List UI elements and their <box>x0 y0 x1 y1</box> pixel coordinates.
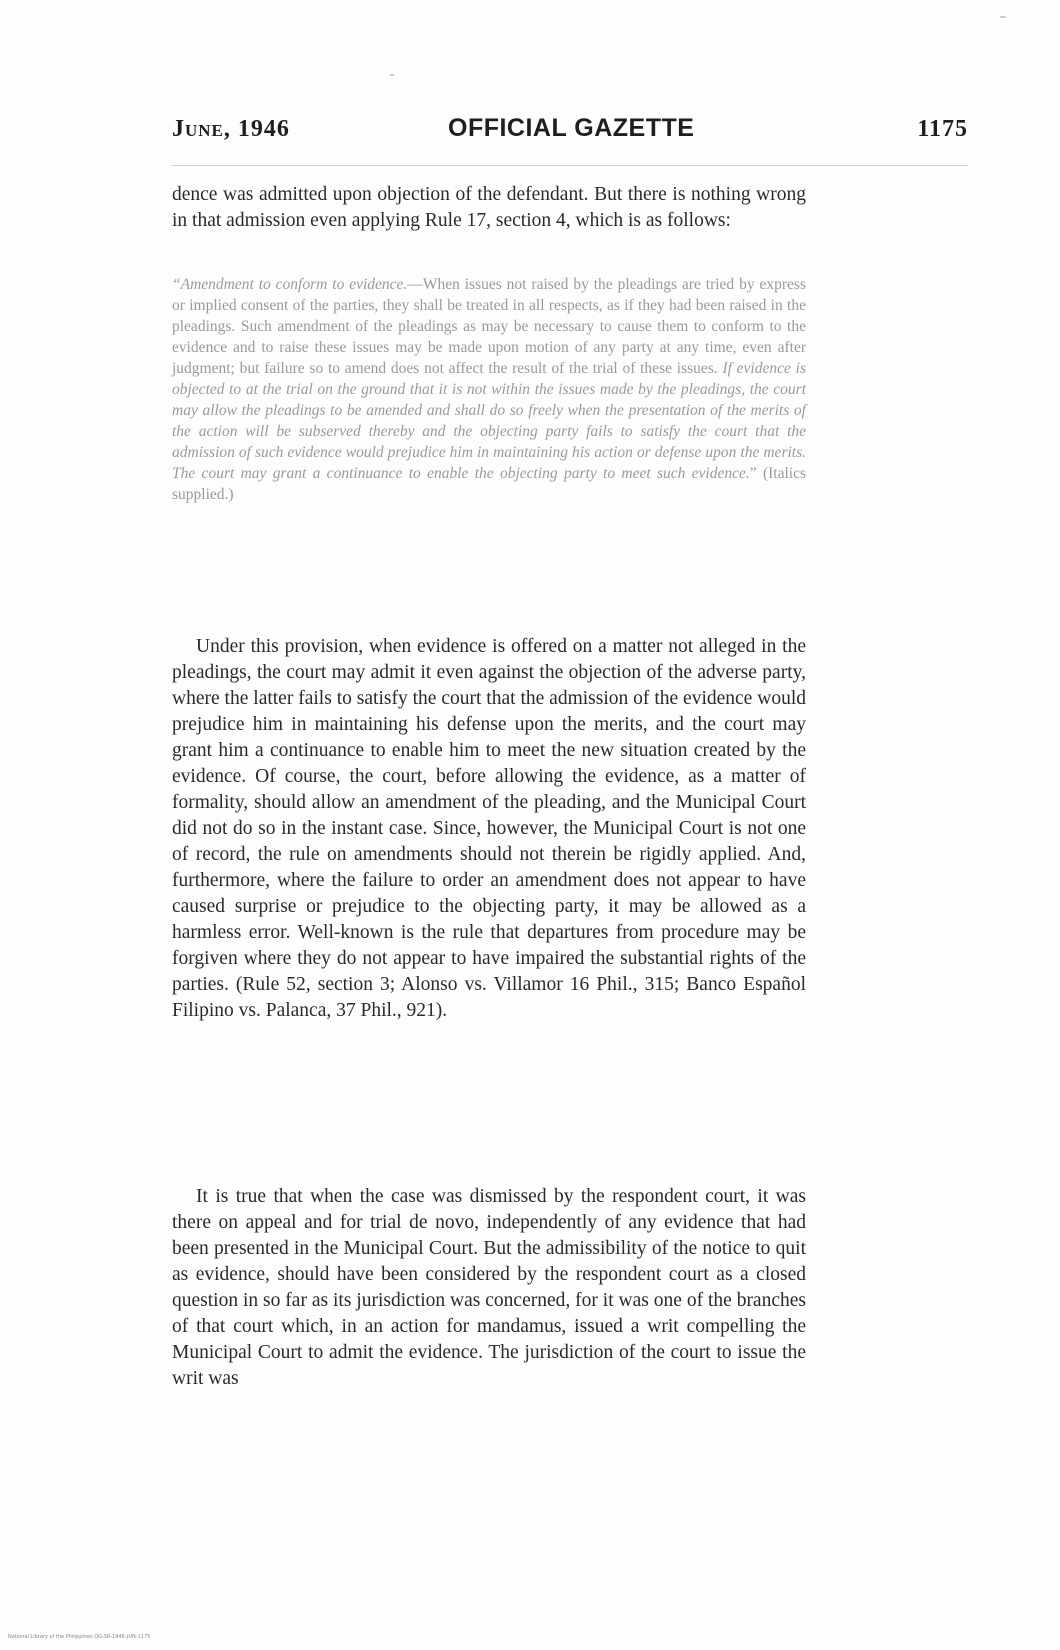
paragraph-3: It is true that when the case was dismissed by the respondent court, it was there on appeal and for trial de novo, independently of any evidence that had been presented in the Municipal Court. But the admissibility of the notice to quit as evidence, should have been considered by the respondent court as a closed question in so far as its jurisdiction was concerned, for it was one of the branches of that court which, in an action for mandamus, issued a writ compelling the Municipal Court to admit the evidence. The jurisdiction of the court to issue the writ was <box>172 1186 806 1389</box>
scan-footer-mark: National Library of the Philippines OG-SR-1946-JUN-1175 <box>8 1634 151 1640</box>
quote-body: —When issues not raised by the pleadings are tried by express or implied consent of the parties, they shall be treated in all respects, as if they had been raised in the pleadings. Such amendment of the pleadings as may be necessary to cause them to conform to the evidence and to raise these issues may be made upon motion of any party at any time, even after judgment; but failure so to amend does not affect the result of the trial of these issues. <box>172 276 806 377</box>
header-page-number: 1175 <box>917 116 968 142</box>
paragraph-2: Under this provision, when evidence is offered on a matter not alleged in the pleadings, the court may admit it even against the objection of the adverse party, where the latter fails to satisfy the court that the admission of the evidence would prejudice him in maintaining his defense upon the merits, and the court may grant him a continuance to enable him to meet the new situation created by the evidence. Of course, the court, before allowing the evidence, as a matter of formality, should allow an amendment of the pleading, and the Municipal Court did not do so in the instant case. Since, however, the Municipal Court is not one of record, the rule on amendments should not therein be rigidly applied. And, furthermore, where the failure to order an amendment does not appear to have caused surprise or prejudice to the objecting party, it may be allowed as a harmless error. Well-known is the rule that departures from procedure may be forgiven where they do not appear to have impaired the substantial rights of the parties. (Rule 52, section 3; Alonso vs. Villamor 16 Phil., 315; Banco Español Filipino vs. Palanca, 37 Phil., 921). <box>172 636 806 1021</box>
header-rule <box>172 165 968 166</box>
quote-italic-part: If evidence is objected to at the trial on the ground that it is not within the issues made by the pleadings, the court may allow the pleadings to be amended and shall do so freely when the presentation of the merits of the action will be subserved thereby and the objecting party fails to satisfy the court that the admission of such evidence would prejudice him in maintaining his action or defense upon the merits. The court may grant a continuance to enable the objecting party to meet such evidence. <box>172 360 806 482</box>
scan-speck <box>390 74 394 76</box>
header-date: June, 1946 <box>172 116 290 142</box>
running-header <box>172 116 968 152</box>
paragraph-1: dence was admitted upon objection of the defendant. But there is nothing wrong in that admission even applying Rule 17, section 4, which is as follows: <box>172 184 806 231</box>
header-publication-title: OFFICIAL GAZETTE <box>448 114 695 142</box>
quote-lead: “Amendment to conform to evidence. <box>172 276 408 293</box>
scan-speck <box>1000 16 1006 18</box>
quote-tail: ” (Italics supplied.) <box>172 465 806 503</box>
block-quote <box>172 274 806 505</box>
